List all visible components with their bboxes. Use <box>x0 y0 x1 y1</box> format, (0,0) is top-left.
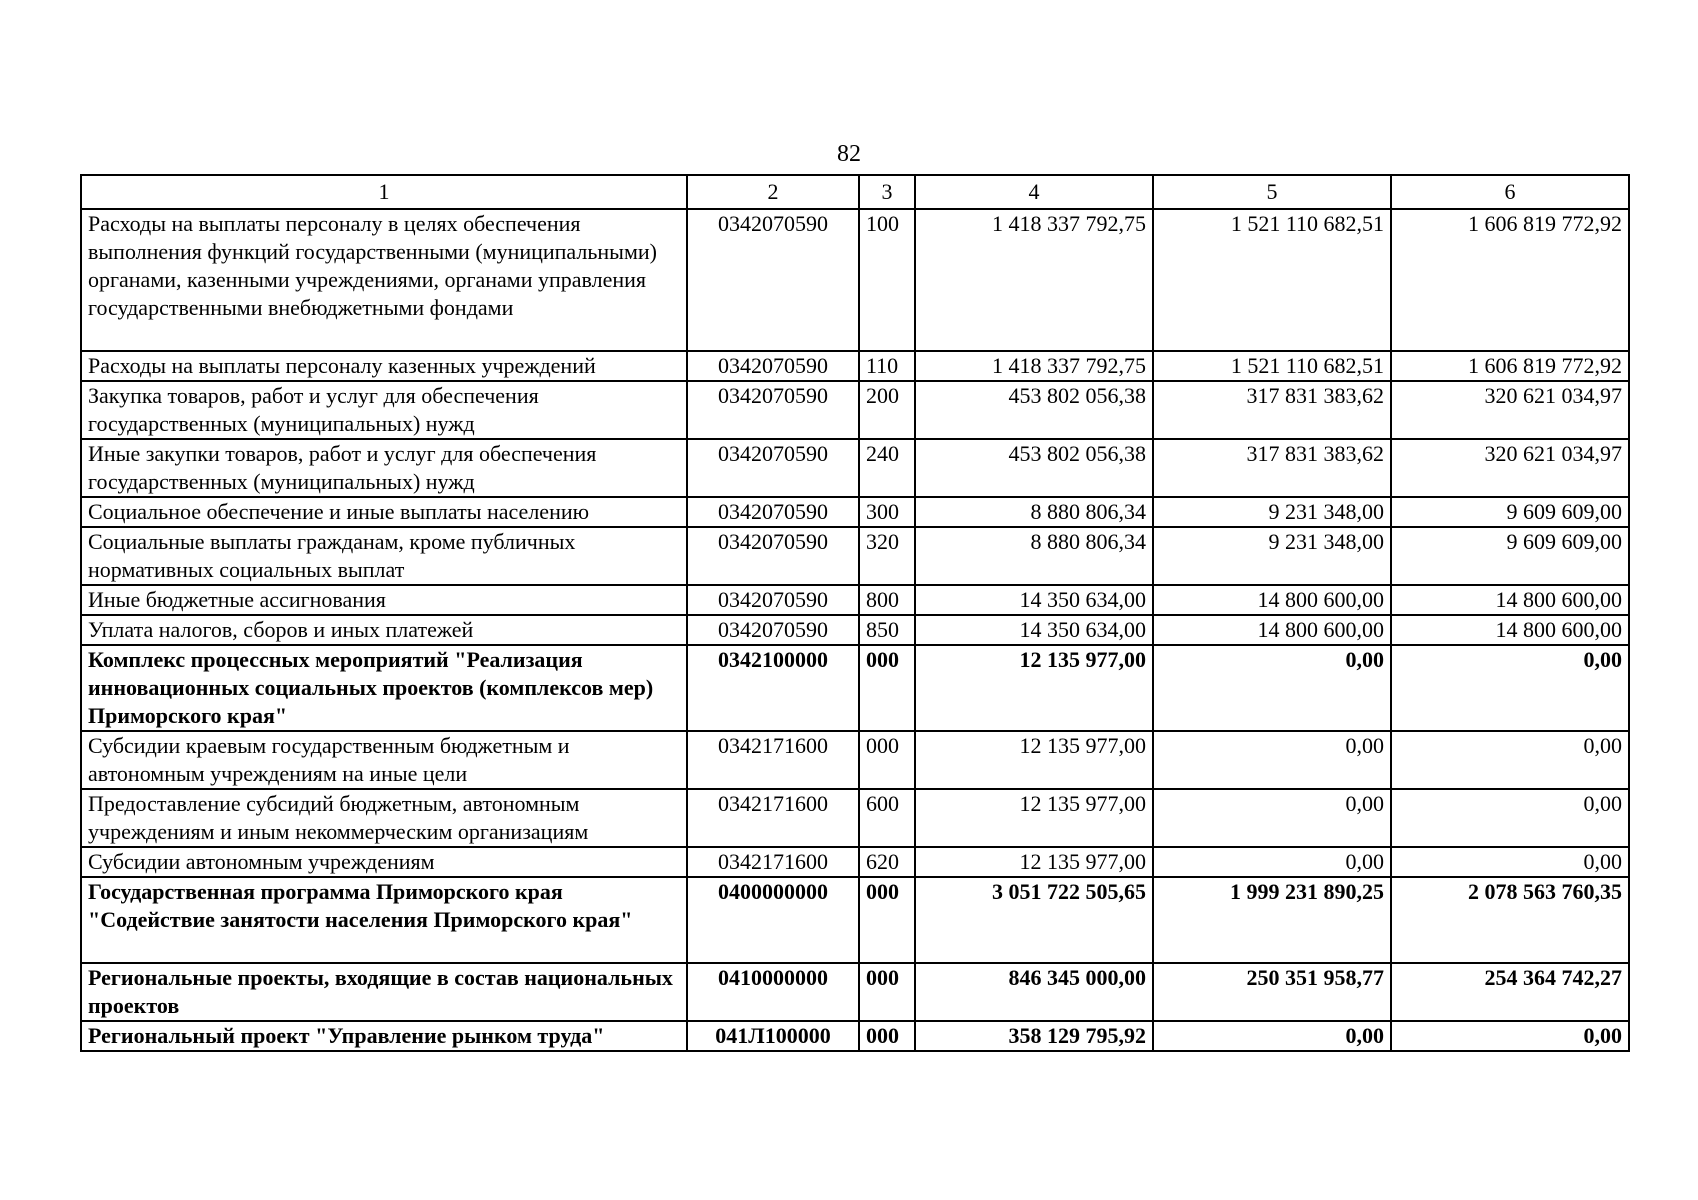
row-expense-type: 200 <box>859 381 915 439</box>
row-expense-type: 110 <box>859 351 915 381</box>
row-code: 0342070590 <box>687 497 859 527</box>
row-expense-type: 300 <box>859 497 915 527</box>
row-value-col4: 846 345 000,00 <box>915 963 1153 1021</box>
row-value-col5: 250 351 958,77 <box>1153 963 1391 1021</box>
column-header-1: 1 <box>81 175 687 209</box>
table-row <box>81 1021 1629 1051</box>
row-value-col5: 0,00 <box>1153 789 1391 847</box>
row-code: 0400000000 <box>687 877 859 963</box>
row-value-col5: 9 231 348,00 <box>1153 527 1391 585</box>
row-code: 0342100000 <box>687 645 859 731</box>
row-value-col5: 317 831 383,62 <box>1153 439 1391 497</box>
table-row <box>81 209 1629 351</box>
row-value-col5: 1 521 110 682,51 <box>1153 351 1391 381</box>
row-value-col6: 320 621 034,97 <box>1391 381 1629 439</box>
row-expense-type: 800 <box>859 585 915 615</box>
table-row <box>81 847 1629 877</box>
table-row <box>81 877 1629 963</box>
table-row <box>81 381 1629 439</box>
row-value-col6: 320 621 034,97 <box>1391 439 1629 497</box>
row-value-col4: 453 802 056,38 <box>915 381 1153 439</box>
column-header-3: 3 <box>859 175 915 209</box>
column-header-6: 6 <box>1391 175 1629 209</box>
row-value-col6: 0,00 <box>1391 731 1629 789</box>
row-value-col6: 0,00 <box>1391 1021 1629 1051</box>
row-value-col4: 8 880 806,34 <box>915 527 1153 585</box>
row-name: Предоставление субсидий бюджетным, автономным учреждениям и иным некоммерческим организациям <box>81 789 687 847</box>
row-value-col6: 9 609 609,00 <box>1391 527 1629 585</box>
row-name: Региональные проекты, входящие в состав национальных проектов <box>81 963 687 1021</box>
row-code: 0410000000 <box>687 963 859 1021</box>
page-number: 82 <box>837 141 861 167</box>
row-code: 0342171600 <box>687 847 859 877</box>
table-row <box>81 963 1629 1021</box>
row-value-col6: 1 606 819 772,92 <box>1391 351 1629 381</box>
row-code: 0342070590 <box>687 439 859 497</box>
row-value-col4: 358 129 795,92 <box>915 1021 1153 1051</box>
row-value-col4: 14 350 634,00 <box>915 585 1153 615</box>
row-value-col5: 14 800 600,00 <box>1153 615 1391 645</box>
row-value-col5: 1 521 110 682,51 <box>1153 209 1391 351</box>
row-expense-type: 000 <box>859 1021 915 1051</box>
row-value-col4: 14 350 634,00 <box>915 615 1153 645</box>
row-name: Расходы на выплаты персоналу в целях обеспечения выполнения функций государственными (муниципальными) органами, казенными учреждениями, органами управления государственными внебюджетными фондами <box>81 209 687 351</box>
budget-table <box>80 174 1630 1052</box>
row-name: Субсидии краевым государственным бюджетным и автономным учреждениям на иные цели <box>81 731 687 789</box>
row-value-col4: 12 135 977,00 <box>915 847 1153 877</box>
row-name: Субсидии автономным учреждениям <box>81 847 687 877</box>
row-expense-type: 000 <box>859 877 915 963</box>
row-value-col4: 12 135 977,00 <box>915 789 1153 847</box>
row-expense-type: 000 <box>859 731 915 789</box>
row-value-col4: 12 135 977,00 <box>915 645 1153 731</box>
row-name: Закупка товаров, работ и услуг для обеспечения государственных (муниципальных) нужд <box>81 381 687 439</box>
row-code: 0342070590 <box>687 615 859 645</box>
table-row <box>81 439 1629 497</box>
row-value-col5: 0,00 <box>1153 645 1391 731</box>
column-header-5: 5 <box>1153 175 1391 209</box>
table-row <box>81 731 1629 789</box>
row-value-col5: 1 999 231 890,25 <box>1153 877 1391 963</box>
row-value-col6: 9 609 609,00 <box>1391 497 1629 527</box>
row-code: 0342070590 <box>687 585 859 615</box>
table-row <box>81 497 1629 527</box>
row-code: 041Л100000 <box>687 1021 859 1051</box>
table-row <box>81 585 1629 615</box>
row-expense-type: 000 <box>859 963 915 1021</box>
row-value-col6: 0,00 <box>1391 847 1629 877</box>
row-name: Уплата налогов, сборов и иных платежей <box>81 615 687 645</box>
row-value-col5: 9 231 348,00 <box>1153 497 1391 527</box>
row-name: Расходы на выплаты персоналу казенных учреждений <box>81 351 687 381</box>
row-code: 0342070590 <box>687 351 859 381</box>
row-code: 0342070590 <box>687 209 859 351</box>
row-value-col4: 3 051 722 505,65 <box>915 877 1153 963</box>
row-expense-type: 100 <box>859 209 915 351</box>
row-value-col4: 1 418 337 792,75 <box>915 209 1153 351</box>
row-name: Региональный проект "Управление рынком труда" <box>81 1021 687 1051</box>
row-name: Социальное обеспечение и иные выплаты населению <box>81 497 687 527</box>
row-value-col6: 0,00 <box>1391 789 1629 847</box>
row-value-col6: 0,00 <box>1391 645 1629 731</box>
row-name: Иные закупки товаров, работ и услуг для обеспечения государственных (муниципальных) нужд <box>81 439 687 497</box>
table-row <box>81 645 1629 731</box>
table-row <box>81 527 1629 585</box>
table-row <box>81 351 1629 381</box>
row-code: 0342070590 <box>687 381 859 439</box>
row-name: Иные бюджетные ассигнования <box>81 585 687 615</box>
row-name: Комплекс процессных мероприятий "Реализация инновационных социальных проектов (комплексов мер) Приморского края" <box>81 645 687 731</box>
row-value-col6: 14 800 600,00 <box>1391 615 1629 645</box>
table-body <box>81 209 1629 1051</box>
column-header-4: 4 <box>915 175 1153 209</box>
row-name: Государственная программа Приморского края "Содействие занятости населения Приморского края" <box>81 877 687 963</box>
row-value-col5: 317 831 383,62 <box>1153 381 1391 439</box>
table-header-row <box>81 175 1629 209</box>
row-code: 0342070590 <box>687 527 859 585</box>
row-value-col4: 8 880 806,34 <box>915 497 1153 527</box>
column-header-2: 2 <box>687 175 859 209</box>
row-value-col5: 0,00 <box>1153 731 1391 789</box>
row-value-col5: 0,00 <box>1153 1021 1391 1051</box>
row-value-col6: 254 364 742,27 <box>1391 963 1629 1021</box>
row-expense-type: 620 <box>859 847 915 877</box>
row-value-col5: 14 800 600,00 <box>1153 585 1391 615</box>
table-row <box>81 615 1629 645</box>
row-value-col6: 1 606 819 772,92 <box>1391 209 1629 351</box>
row-value-col6: 2 078 563 760,35 <box>1391 877 1629 963</box>
row-value-col5: 0,00 <box>1153 847 1391 877</box>
row-name: Социальные выплаты гражданам, кроме публичных нормативных социальных выплат <box>81 527 687 585</box>
table-row <box>81 789 1629 847</box>
row-value-col6: 14 800 600,00 <box>1391 585 1629 615</box>
row-code: 0342171600 <box>687 789 859 847</box>
row-code: 0342171600 <box>687 731 859 789</box>
row-expense-type: 320 <box>859 527 915 585</box>
row-expense-type: 240 <box>859 439 915 497</box>
row-expense-type: 600 <box>859 789 915 847</box>
row-expense-type: 000 <box>859 645 915 731</box>
row-value-col4: 453 802 056,38 <box>915 439 1153 497</box>
row-value-col4: 12 135 977,00 <box>915 731 1153 789</box>
row-value-col4: 1 418 337 792,75 <box>915 351 1153 381</box>
row-expense-type: 850 <box>859 615 915 645</box>
